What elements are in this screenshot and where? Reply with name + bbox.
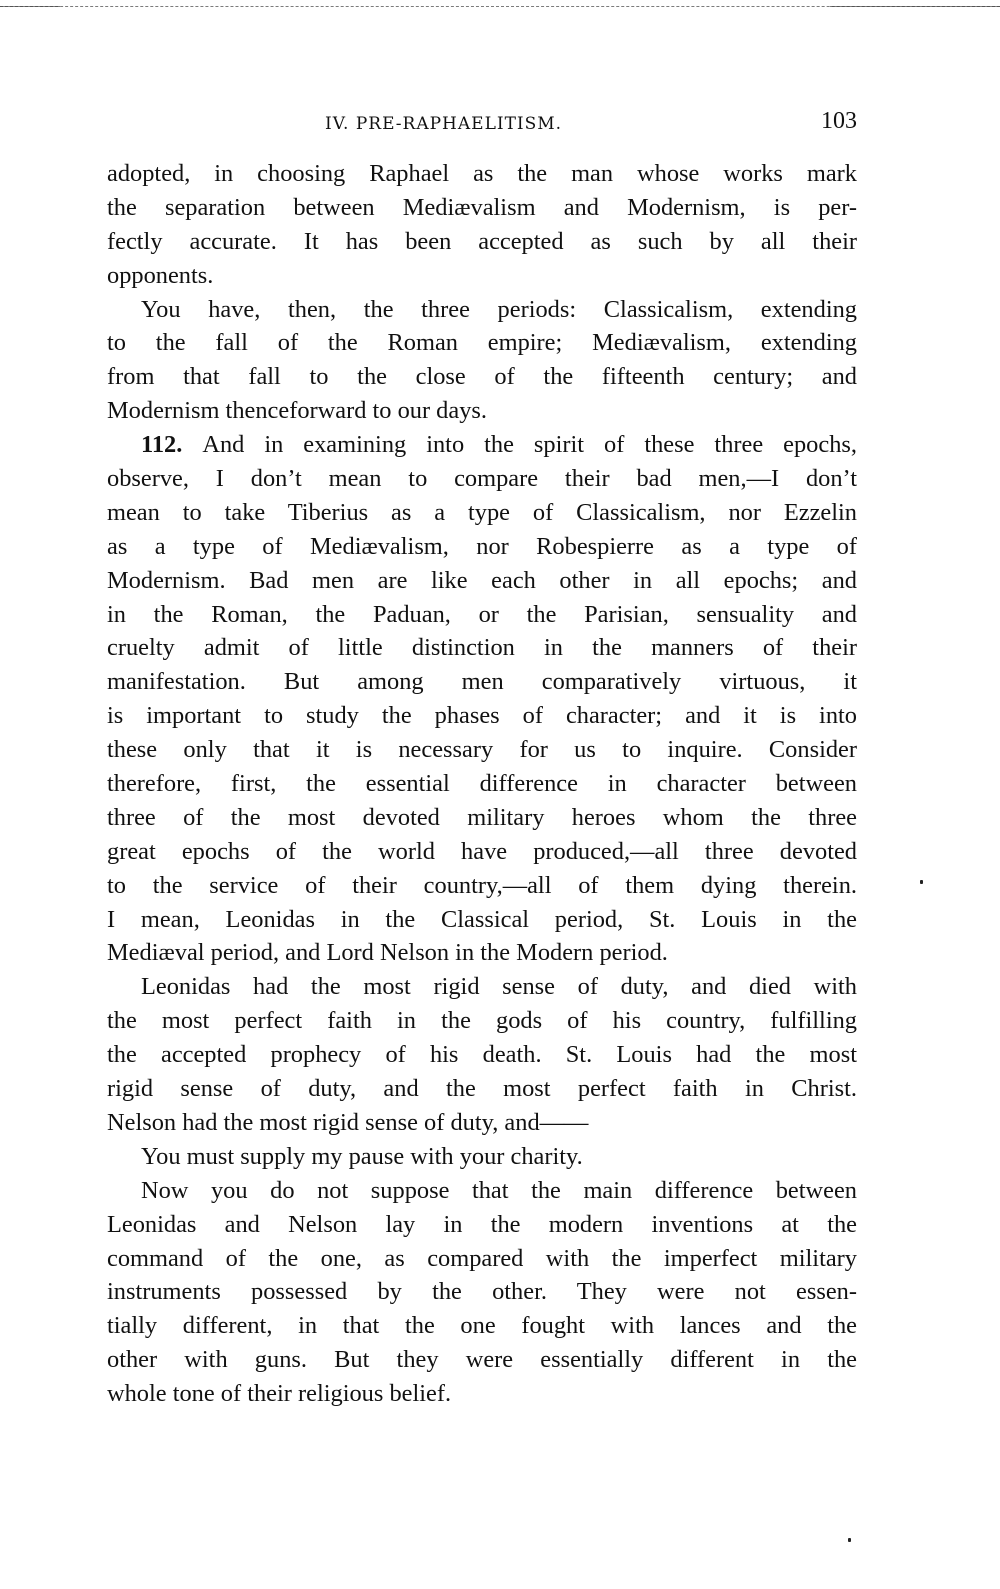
scan-top-edge-rule-right: [830, 6, 1000, 7]
text-line: manifestation. But among men comparatively virtuous, it: [107, 668, 857, 696]
paragraph: [107, 157, 857, 293]
text-line: Modernism. Bad men are like each other in all epochs; and: [107, 566, 857, 594]
text-line: the most perfect faith in the gods of his country, fulfilling: [107, 1007, 857, 1035]
text-line: Leonidas and Nelson lay in the modern inventions at the: [107, 1210, 857, 1238]
text-line: instruments possessed by the other. They were not essen-: [107, 1278, 857, 1306]
text-line: command of the one, as compared with the imperfect military: [107, 1244, 857, 1272]
paragraph: [107, 970, 857, 1139]
section-number: 112.: [141, 431, 183, 459]
text-line: as a type of Mediævalism, nor Robespierre as a type of: [107, 532, 857, 560]
text-line: adopted, in choosing Raphael as the man whose works mark: [107, 160, 857, 187]
text-line: observe, I don’t mean to compare their bad men,—I don’t: [107, 465, 857, 493]
running-title: IV. PRE-RAPHAELITISM.: [325, 114, 563, 134]
scan-speck: [848, 1538, 851, 1542]
text-line: cruelty admit of little distinction in the manners of their: [107, 634, 857, 662]
text-line: You must supply my pause with your charity.: [141, 1142, 583, 1170]
text-line: [107, 428, 857, 462]
text-line: is important to study the phases of character; and it is into: [107, 702, 857, 730]
text-line: other with guns. But they were essentially different in the: [107, 1346, 857, 1374]
text-line: Now you do not suppose that the main difference between: [141, 1176, 857, 1204]
text-line: in the Roman, the Paduan, or the Parisian, sensuality and: [107, 600, 857, 628]
text-line: to the fall of the Roman empire; Mediævalism, extending: [107, 329, 857, 357]
text-line: the accepted prophecy of his death. St. Louis had the most: [107, 1041, 857, 1069]
text-line: You have, then, the three periods: Classicalism, extending: [141, 295, 857, 323]
paragraph: [107, 293, 857, 429]
text-line: I mean, Leonidas in the Classical period, St. Louis in the: [107, 905, 857, 933]
text-line: great epochs of the world have produced,—all three devoted: [107, 837, 857, 865]
paragraph: [107, 1140, 857, 1174]
text-line: rigid sense of duty, and the most perfect faith in Christ.: [107, 1075, 857, 1103]
page-number: 103: [821, 108, 857, 134]
text-line: the separation between Mediævalism and Modernism, is per-: [107, 193, 857, 221]
text-line: Mediæval period, and Lord Nelson in the Modern period.: [107, 939, 668, 967]
text-line: three of the most devoted military heroes whom the three: [107, 803, 857, 831]
text-line: therefore, first, the essential difference in character between: [107, 770, 857, 798]
scan-speck: [920, 880, 923, 884]
text-line: Leonidas had the most rigid sense of duty, and died with: [141, 973, 857, 1001]
text-line: to the service of their country,—all of them dying therein.: [107, 871, 857, 899]
text-line: whole tone of their religious belief.: [107, 1380, 452, 1408]
text-line: Modernism thenceforward to our days.: [107, 397, 487, 425]
text-line: tially different, in that the one fought with lances and the: [107, 1312, 857, 1340]
paragraph: [107, 428, 857, 970]
body-text: [107, 157, 857, 1411]
text-line: mean to take Tiberius as a type of Classicalism, nor Ezzelin: [107, 498, 857, 526]
text-line: fectly accurate. It has been accepted as such by all their: [107, 227, 857, 255]
scan-top-edge-rule-left: [0, 6, 60, 7]
text-line: opponents.: [107, 261, 214, 289]
text-line-content: And in examining into the spirit of these three epochs,: [202, 431, 857, 459]
text-line: these only that it is necessary for us to inquire. Consider: [107, 736, 857, 764]
running-head: [107, 110, 857, 150]
text-line: Nelson had the most rigid sense of duty, and——: [107, 1108, 589, 1136]
text-line: from that fall to the close of the fifteenth century; and: [107, 363, 857, 391]
paragraph: [107, 1174, 857, 1411]
